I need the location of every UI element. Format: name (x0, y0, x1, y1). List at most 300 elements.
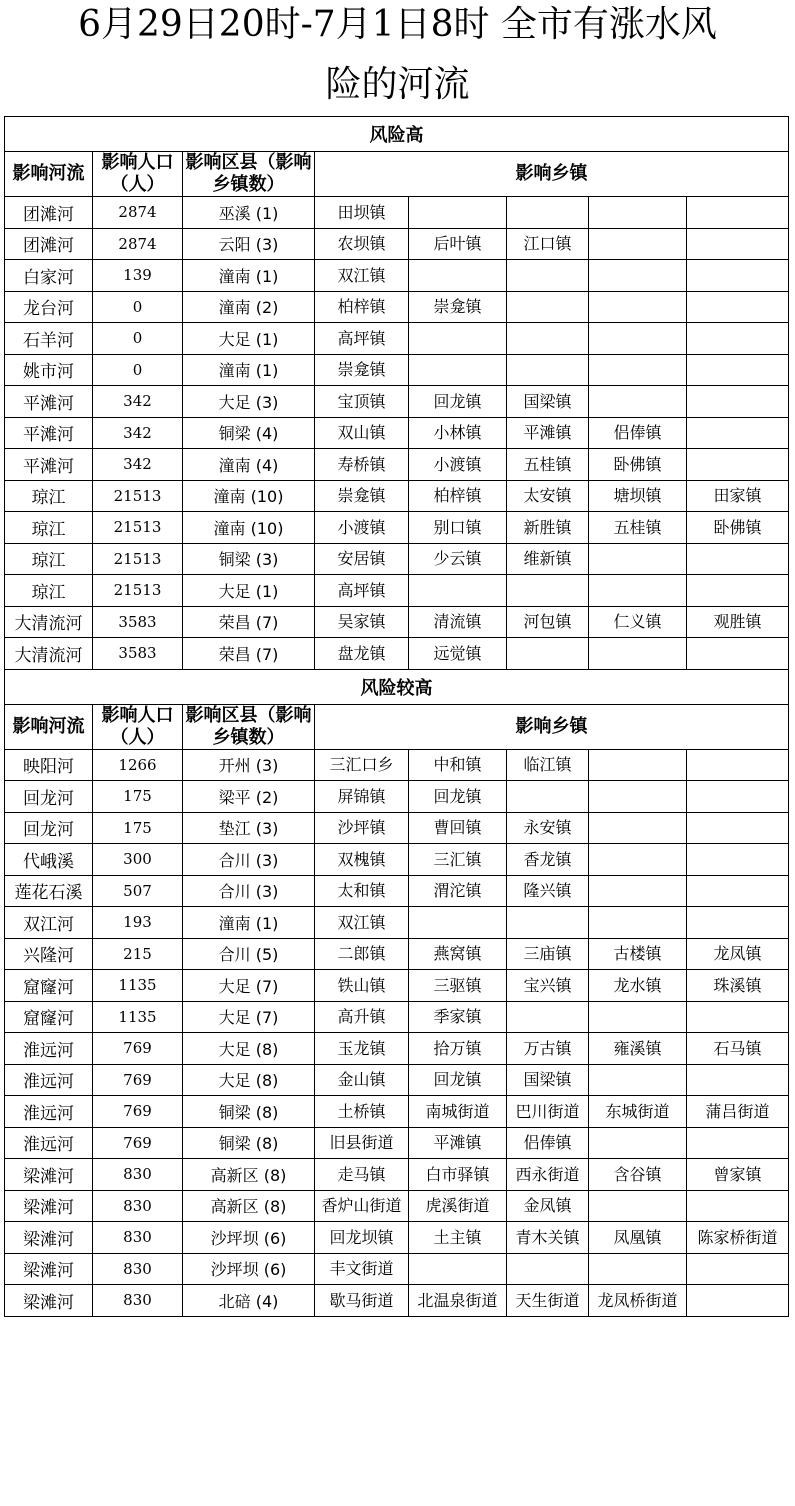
population-cell: 830 (93, 1190, 183, 1222)
population-cell: 2874 (93, 228, 183, 260)
town-cell (687, 260, 789, 292)
town-cell: 新胜镇 (507, 512, 589, 544)
town-cell (589, 354, 687, 386)
town-cell (507, 1001, 589, 1033)
population-cell: 193 (93, 907, 183, 939)
population-cell: 1135 (93, 1001, 183, 1033)
table-row (5, 575, 789, 607)
river-cell: 梁滩河 (5, 1159, 93, 1191)
river-cell: 莲花石溪 (5, 875, 93, 907)
town-cell (589, 575, 687, 607)
town-cell: 柏梓镇 (315, 291, 409, 323)
river-cell: 梁滩河 (5, 1190, 93, 1222)
town-cell: 渭沱镇 (409, 875, 507, 907)
risk-table-body (5, 117, 789, 1317)
town-cell: 白市驿镇 (409, 1159, 507, 1191)
town-cell: 清流镇 (409, 606, 507, 638)
population-cell: 0 (93, 323, 183, 355)
town-cell: 临江镇 (507, 749, 589, 781)
town-cell: 季家镇 (409, 1001, 507, 1033)
population-cell: 769 (93, 1127, 183, 1159)
table-row (5, 386, 789, 418)
population-cell: 830 (93, 1253, 183, 1285)
town-cell (687, 323, 789, 355)
town-cell (589, 638, 687, 670)
town-cell (589, 781, 687, 813)
town-cell (687, 907, 789, 939)
town-cell (687, 1001, 789, 1033)
population-cell: 3583 (93, 638, 183, 670)
town-cell: 卧佛镇 (589, 449, 687, 481)
town-cell: 回龙坝镇 (315, 1222, 409, 1254)
population-cell: 342 (93, 449, 183, 481)
town-cell (687, 575, 789, 607)
town-cell: 双江镇 (315, 907, 409, 939)
river-cell: 映阳河 (5, 749, 93, 781)
river-cell: 大清流河 (5, 606, 93, 638)
population-cell: 139 (93, 260, 183, 292)
town-cell (687, 354, 789, 386)
town-cell: 玉龙镇 (315, 1033, 409, 1065)
town-cell (589, 844, 687, 876)
town-cell: 古楼镇 (589, 938, 687, 970)
town-cell (409, 907, 507, 939)
population-cell: 21513 (93, 543, 183, 575)
district-cell: 沙坪坝 (6) (183, 1222, 315, 1254)
population-cell: 215 (93, 938, 183, 970)
town-cell (687, 386, 789, 418)
table-row (5, 1064, 789, 1096)
town-cell: 小渡镇 (315, 512, 409, 544)
district-cell: 合川 (3) (183, 875, 315, 907)
town-cell: 国梁镇 (507, 386, 589, 418)
district-cell: 合川 (3) (183, 844, 315, 876)
section-header-row (5, 669, 789, 704)
town-cell: 南城街道 (409, 1096, 507, 1128)
table-row (5, 1096, 789, 1128)
town-cell: 回龙镇 (409, 386, 507, 418)
header-population: 影响人口（人） (93, 152, 183, 197)
town-cell (589, 260, 687, 292)
town-cell: 侣俸镇 (507, 1127, 589, 1159)
town-cell: 北温泉街道 (409, 1285, 507, 1317)
town-cell (507, 638, 589, 670)
town-cell (409, 260, 507, 292)
table-row (5, 1253, 789, 1285)
table-row (5, 449, 789, 481)
town-cell: 东城街道 (589, 1096, 687, 1128)
town-cell (507, 907, 589, 939)
town-cell: 卧佛镇 (687, 512, 789, 544)
town-cell: 二郎镇 (315, 938, 409, 970)
town-cell: 青木关镇 (507, 1222, 589, 1254)
river-cell: 平滩河 (5, 449, 93, 481)
town-cell (589, 291, 687, 323)
table-row (5, 1127, 789, 1159)
river-cell: 琼江 (5, 480, 93, 512)
town-cell: 田坝镇 (315, 197, 409, 229)
town-cell: 永安镇 (507, 812, 589, 844)
town-cell: 陈家桥街道 (687, 1222, 789, 1254)
town-cell (409, 354, 507, 386)
river-cell: 窟窿河 (5, 1001, 93, 1033)
table-row (5, 907, 789, 939)
population-cell: 2874 (93, 197, 183, 229)
town-cell: 少云镇 (409, 543, 507, 575)
district-cell: 铜梁 (3) (183, 543, 315, 575)
town-cell (507, 354, 589, 386)
town-cell: 沙坪镇 (315, 812, 409, 844)
town-cell: 江口镇 (507, 228, 589, 260)
district-cell: 潼南 (10) (183, 512, 315, 544)
town-cell: 金山镇 (315, 1064, 409, 1096)
river-cell: 团滩河 (5, 228, 93, 260)
table-row (5, 1222, 789, 1254)
header-district: 影响区县（影响乡镇数） (183, 704, 315, 749)
town-cell (589, 228, 687, 260)
river-cell: 姚市河 (5, 354, 93, 386)
town-cell (687, 449, 789, 481)
district-cell: 垫江 (3) (183, 812, 315, 844)
town-cell: 别口镇 (409, 512, 507, 544)
population-cell: 3583 (93, 606, 183, 638)
town-cell (507, 323, 589, 355)
river-cell: 白家河 (5, 260, 93, 292)
population-cell: 21513 (93, 480, 183, 512)
river-cell: 平滩河 (5, 386, 93, 418)
header-towns: 影响乡镇 (315, 704, 789, 749)
district-cell: 巫溪 (1) (183, 197, 315, 229)
population-cell: 1135 (93, 970, 183, 1002)
town-cell: 拾万镇 (409, 1033, 507, 1065)
town-cell: 平滩镇 (507, 417, 589, 449)
town-cell: 虎溪街道 (409, 1190, 507, 1222)
town-cell: 丰文街道 (315, 1253, 409, 1285)
town-cell: 宝兴镇 (507, 970, 589, 1002)
town-cell (589, 1064, 687, 1096)
header-population: 影响人口（人） (93, 704, 183, 749)
town-cell: 三汇口乡 (315, 749, 409, 781)
district-cell: 大足 (8) (183, 1033, 315, 1065)
table-row (5, 543, 789, 575)
district-cell: 高新区 (8) (183, 1159, 315, 1191)
header-river: 影响河流 (5, 704, 93, 749)
table-row (5, 1033, 789, 1065)
town-cell: 土桥镇 (315, 1096, 409, 1128)
town-cell: 小林镇 (409, 417, 507, 449)
town-cell: 侣俸镇 (589, 417, 687, 449)
district-cell: 潼南 (1) (183, 907, 315, 939)
population-cell: 830 (93, 1285, 183, 1317)
district-cell: 潼南 (10) (183, 480, 315, 512)
town-cell (507, 197, 589, 229)
river-cell: 回龙河 (5, 781, 93, 813)
town-cell: 蒲吕街道 (687, 1096, 789, 1128)
section-header-row (5, 117, 789, 152)
table-row (5, 1001, 789, 1033)
town-cell: 天生街道 (507, 1285, 589, 1317)
population-cell: 175 (93, 781, 183, 813)
district-cell: 梁平 (2) (183, 781, 315, 813)
town-cell: 香炉山街道 (315, 1190, 409, 1222)
population-cell: 300 (93, 844, 183, 876)
town-cell (507, 1253, 589, 1285)
population-cell: 830 (93, 1222, 183, 1254)
population-cell: 769 (93, 1096, 183, 1128)
town-cell (507, 575, 589, 607)
table-row (5, 291, 789, 323)
town-cell: 中和镇 (409, 749, 507, 781)
town-cell (687, 1253, 789, 1285)
town-cell: 寿桥镇 (315, 449, 409, 481)
town-cell: 盘龙镇 (315, 638, 409, 670)
town-cell: 五桂镇 (507, 449, 589, 481)
table-row (5, 844, 789, 876)
town-cell (687, 844, 789, 876)
river-cell: 琼江 (5, 543, 93, 575)
district-cell: 大足 (3) (183, 386, 315, 418)
town-cell (687, 1064, 789, 1096)
town-cell (409, 575, 507, 607)
district-cell: 高新区 (8) (183, 1190, 315, 1222)
town-cell (507, 260, 589, 292)
header-river: 影响河流 (5, 152, 93, 197)
town-cell: 龙凤镇 (687, 938, 789, 970)
river-cell: 回龙河 (5, 812, 93, 844)
column-header-row (5, 704, 789, 749)
table-row (5, 875, 789, 907)
town-cell: 西永街道 (507, 1159, 589, 1191)
town-cell: 香龙镇 (507, 844, 589, 876)
town-cell: 平滩镇 (409, 1127, 507, 1159)
town-cell: 旧县街道 (315, 1127, 409, 1159)
table-row (5, 260, 789, 292)
river-cell: 兴隆河 (5, 938, 93, 970)
river-cell: 团滩河 (5, 197, 93, 229)
town-cell: 宝顶镇 (315, 386, 409, 418)
table-row (5, 749, 789, 781)
town-cell (589, 323, 687, 355)
population-cell: 175 (93, 812, 183, 844)
district-cell: 荣昌 (7) (183, 638, 315, 670)
town-cell (687, 228, 789, 260)
town-cell: 含谷镇 (589, 1159, 687, 1191)
table-row (5, 638, 789, 670)
town-cell (687, 197, 789, 229)
town-cell: 五桂镇 (589, 512, 687, 544)
town-cell (409, 323, 507, 355)
district-cell: 沙坪坝 (6) (183, 1253, 315, 1285)
town-cell (687, 417, 789, 449)
town-cell (687, 749, 789, 781)
district-cell: 大足 (8) (183, 1064, 315, 1096)
town-cell (687, 781, 789, 813)
table-row (5, 970, 789, 1002)
town-cell: 石马镇 (687, 1033, 789, 1065)
town-cell (687, 1285, 789, 1317)
river-cell: 淮远河 (5, 1127, 93, 1159)
town-cell: 龙凤桥街道 (589, 1285, 687, 1317)
population-cell: 21513 (93, 575, 183, 607)
town-cell: 高升镇 (315, 1001, 409, 1033)
population-cell: 1266 (93, 749, 183, 781)
town-cell: 仁义镇 (589, 606, 687, 638)
district-cell: 潼南 (1) (183, 354, 315, 386)
table-row (5, 197, 789, 229)
district-cell: 大足 (1) (183, 575, 315, 607)
town-cell: 后叶镇 (409, 228, 507, 260)
town-cell: 铁山镇 (315, 970, 409, 1002)
town-cell: 歇马街道 (315, 1285, 409, 1317)
town-cell (589, 1001, 687, 1033)
town-cell: 安居镇 (315, 543, 409, 575)
town-cell: 维新镇 (507, 543, 589, 575)
river-cell: 大清流河 (5, 638, 93, 670)
town-cell: 双江镇 (315, 260, 409, 292)
table-row (5, 938, 789, 970)
town-cell: 观胜镇 (687, 606, 789, 638)
town-cell: 塘坝镇 (589, 480, 687, 512)
town-cell: 高坪镇 (315, 323, 409, 355)
town-cell: 双槐镇 (315, 844, 409, 876)
town-cell (687, 1127, 789, 1159)
section-title: 风险高 (5, 117, 789, 152)
town-cell: 龙水镇 (589, 970, 687, 1002)
town-cell: 凤凰镇 (589, 1222, 687, 1254)
river-cell: 琼江 (5, 575, 93, 607)
district-cell: 大足 (1) (183, 323, 315, 355)
town-cell: 巴川街道 (507, 1096, 589, 1128)
town-cell: 珠溪镇 (687, 970, 789, 1002)
table-row (5, 480, 789, 512)
town-cell (589, 543, 687, 575)
town-cell (687, 543, 789, 575)
district-cell: 潼南 (1) (183, 260, 315, 292)
town-cell: 雍溪镇 (589, 1033, 687, 1065)
district-cell: 铜梁 (4) (183, 417, 315, 449)
district-cell: 潼南 (4) (183, 449, 315, 481)
river-cell: 龙台河 (5, 291, 93, 323)
district-cell: 合川 (5) (183, 938, 315, 970)
table-row (5, 354, 789, 386)
river-cell: 淮远河 (5, 1096, 93, 1128)
town-cell: 曾家镇 (687, 1159, 789, 1191)
town-cell (589, 907, 687, 939)
population-cell: 769 (93, 1033, 183, 1065)
town-cell (507, 781, 589, 813)
town-cell: 吴家镇 (315, 606, 409, 638)
town-cell: 崇龛镇 (315, 354, 409, 386)
river-cell: 梁滩河 (5, 1222, 93, 1254)
population-cell: 342 (93, 386, 183, 418)
town-cell (589, 1253, 687, 1285)
town-cell (687, 638, 789, 670)
town-cell (409, 197, 507, 229)
river-cell: 梁滩河 (5, 1253, 93, 1285)
title-line-2: 险的河流 (325, 64, 470, 105)
town-cell (589, 197, 687, 229)
town-cell: 柏梓镇 (409, 480, 507, 512)
town-cell: 土主镇 (409, 1222, 507, 1254)
town-cell: 双山镇 (315, 417, 409, 449)
river-cell: 淮远河 (5, 1033, 93, 1065)
town-cell: 曹回镇 (409, 812, 507, 844)
river-cell: 代峨溪 (5, 844, 93, 876)
town-cell (589, 749, 687, 781)
town-cell (687, 875, 789, 907)
river-cell: 双江河 (5, 907, 93, 939)
town-cell: 回龙镇 (409, 1064, 507, 1096)
column-header-row (5, 152, 789, 197)
table-row (5, 1159, 789, 1191)
town-cell (589, 386, 687, 418)
population-cell: 830 (93, 1159, 183, 1191)
river-cell: 石羊河 (5, 323, 93, 355)
town-cell (589, 1190, 687, 1222)
population-cell: 0 (93, 291, 183, 323)
title-line-1: 6月29日20时-7月1日8时 全市有涨水风 (78, 4, 717, 45)
town-cell (589, 875, 687, 907)
risk-table (4, 116, 789, 1317)
table-row (5, 323, 789, 355)
town-cell: 回龙镇 (409, 781, 507, 813)
table-row (5, 417, 789, 449)
town-cell: 燕窝镇 (409, 938, 507, 970)
river-cell: 梁滩河 (5, 1285, 93, 1317)
town-cell: 崇龛镇 (409, 291, 507, 323)
town-cell: 万古镇 (507, 1033, 589, 1065)
town-cell: 三驱镇 (409, 970, 507, 1002)
town-cell: 走马镇 (315, 1159, 409, 1191)
town-cell: 金凤镇 (507, 1190, 589, 1222)
river-cell: 平滩河 (5, 417, 93, 449)
district-cell: 荣昌 (7) (183, 606, 315, 638)
town-cell (589, 812, 687, 844)
town-cell: 田家镇 (687, 480, 789, 512)
table-row (5, 812, 789, 844)
river-cell: 窟窿河 (5, 970, 93, 1002)
town-cell (687, 291, 789, 323)
section-title: 风险较高 (5, 669, 789, 704)
town-cell: 隆兴镇 (507, 875, 589, 907)
district-cell: 铜梁 (8) (183, 1096, 315, 1128)
town-cell: 农坝镇 (315, 228, 409, 260)
town-cell: 太和镇 (315, 875, 409, 907)
district-cell: 北碚 (4) (183, 1285, 315, 1317)
district-cell: 大足 (7) (183, 1001, 315, 1033)
town-cell: 三汇镇 (409, 844, 507, 876)
town-cell: 屏锦镇 (315, 781, 409, 813)
river-cell: 淮远河 (5, 1064, 93, 1096)
population-cell: 21513 (93, 512, 183, 544)
table-row (5, 781, 789, 813)
district-cell: 潼南 (2) (183, 291, 315, 323)
header-towns: 影响乡镇 (315, 152, 789, 197)
district-cell: 云阳 (3) (183, 228, 315, 260)
town-cell (507, 291, 589, 323)
town-cell (687, 812, 789, 844)
town-cell (589, 1127, 687, 1159)
table-row (5, 606, 789, 638)
town-cell: 太安镇 (507, 480, 589, 512)
town-cell: 高坪镇 (315, 575, 409, 607)
town-cell (687, 1190, 789, 1222)
town-cell: 国梁镇 (507, 1064, 589, 1096)
district-cell: 开州 (3) (183, 749, 315, 781)
table-row (5, 512, 789, 544)
town-cell: 小渡镇 (409, 449, 507, 481)
population-cell: 507 (93, 875, 183, 907)
